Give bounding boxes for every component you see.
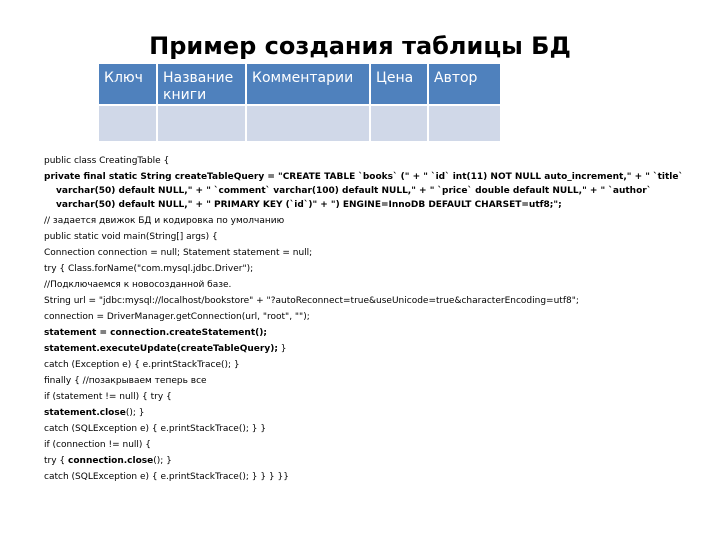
header-comments: Комментарии <box>246 63 370 105</box>
header-author: Автор <box>428 63 501 105</box>
code-fragment: } <box>277 344 287 354</box>
code-line: public class CreatingTable { <box>44 156 170 166</box>
code-fragment: connection.close <box>68 456 154 466</box>
code-fragment: try { <box>44 456 69 466</box>
code-line <box>44 405 684 421</box>
code-listing <box>44 153 684 485</box>
table-row <box>98 105 501 142</box>
code-fragment: statement.executeUpdate(createTableQuery); <box>44 344 278 354</box>
header-book-title: Название книги <box>157 63 246 105</box>
header-key: Ключ <box>98 63 157 105</box>
header-price: Цена <box>370 63 428 105</box>
code-comment: // задается движок БД и кодировка по умолчанию <box>44 216 285 226</box>
code-fragment: (); } <box>153 456 172 466</box>
table-cell <box>428 105 501 142</box>
code-line <box>44 453 684 469</box>
table-header-row <box>98 63 501 105</box>
table-cell <box>98 105 157 142</box>
code-line: if (statement != null) { try { <box>44 392 172 402</box>
code-line: Connection connection = null; Statement statement = null; <box>44 248 313 258</box>
table-cell <box>370 105 428 142</box>
code-line: private final static String createTableQuery = "CREATE TABLE `books` (" + " `id` int(11) NOT NULL auto_increment," + " `title` varchar(50) default NULL," + " `comment` varchar(100) default NULL," + " `price` double default NULL," + " `author` varchar(50) default NULL," + " PRIMARY KEY (`id`)" + ") ENGINE=InnoDB DEFAULT CHARSET=utf8;"; <box>44 172 683 210</box>
code-line: connection = DriverManager.getConnection(url, "root", ""); <box>44 312 310 322</box>
code-line: catch (SQLException e) { e.printStackTrace(); } } } }} <box>44 472 289 482</box>
code-line: catch (SQLException e) { e.printStackTrace(); } } <box>44 424 267 434</box>
code-line <box>44 341 684 357</box>
code-comment: //Подключаемся к новосозданной базе. <box>44 280 232 290</box>
code-comment: finally { //позакрываем теперь все <box>44 376 207 386</box>
code-line: try { Class.forName("com.mysql.jdbc.Driver"); <box>44 264 254 274</box>
code-fragment: statement.close <box>44 408 126 418</box>
code-line: if (connection != null) { <box>44 440 152 450</box>
code-fragment: (); } <box>125 408 145 418</box>
table-cell <box>246 105 370 142</box>
code-line: statement = connection.createStatement(); <box>44 328 267 338</box>
code-line: catch (Exception e) { e.printStackTrace(); } <box>44 360 240 370</box>
code-line: public static void main(String[] args) { <box>44 232 218 242</box>
table-cell <box>157 105 246 142</box>
slide-title: Пример создания таблицы БД <box>149 32 571 60</box>
books-table <box>97 62 502 143</box>
code-line: String url = "jdbc:mysql://localhost/bookstore" + "?autoReconnect=true&useUnicode=true&characterEncoding=utf8"; <box>44 296 579 306</box>
